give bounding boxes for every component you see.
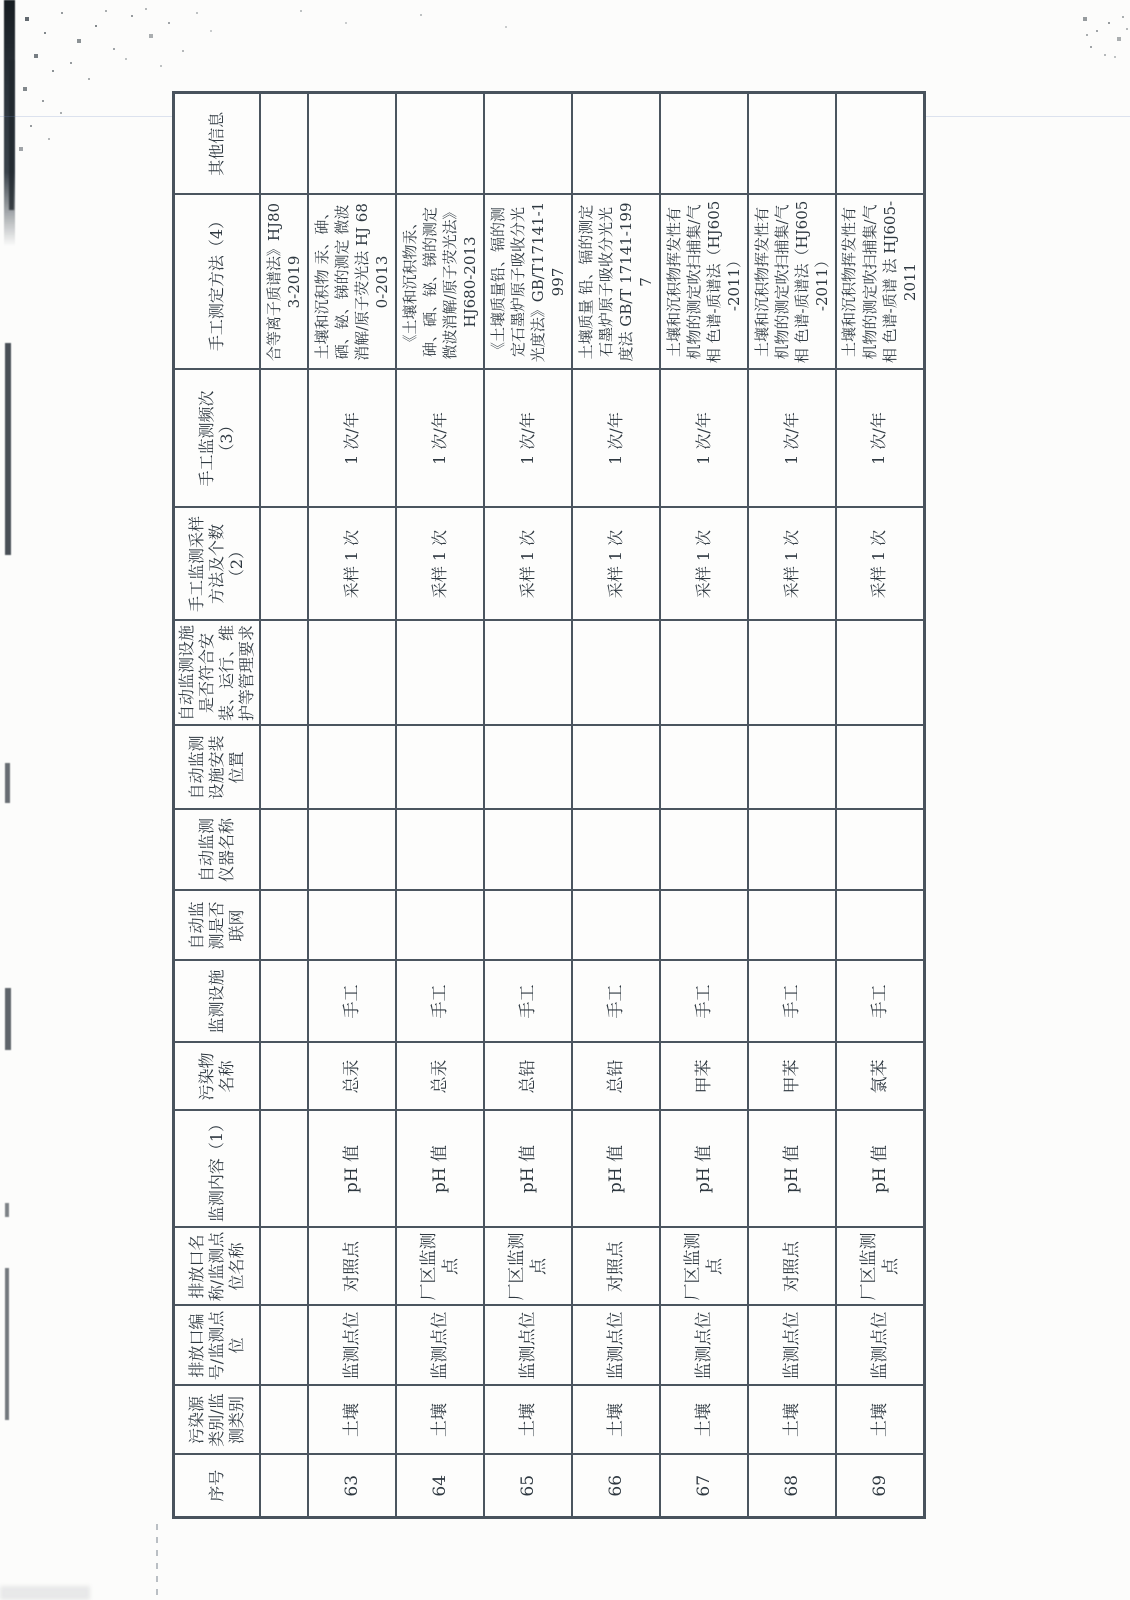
table-cell	[396, 726, 484, 810]
table-cell: 监测点位	[836, 1306, 924, 1386]
table-cell: 监测点位	[572, 1306, 660, 1386]
scan-streak-artifact	[5, 763, 10, 803]
table-cell: 对照点	[308, 1228, 396, 1306]
table-body	[260, 93, 924, 1518]
table-cell	[308, 93, 396, 195]
table-cell: 手工	[748, 961, 836, 1043]
column-header: 污染源类别/监测类别	[174, 1386, 261, 1455]
table-cell: 厂区监测点	[660, 1228, 748, 1306]
table-cell	[836, 891, 924, 961]
table-cell	[260, 1043, 308, 1111]
scan-streak-artifact	[5, 343, 11, 555]
table-cell	[660, 891, 748, 961]
table-cell: 监测点位	[396, 1306, 484, 1386]
table-cell	[396, 93, 484, 195]
table-row	[396, 93, 484, 1518]
table-cell	[572, 726, 660, 810]
table-cell	[260, 370, 308, 508]
table-cell: 土壤	[396, 1386, 484, 1455]
table-cell: pH 值	[748, 1111, 836, 1228]
table-cell: 手工	[660, 961, 748, 1043]
table-cell	[396, 891, 484, 961]
table-cell	[260, 961, 308, 1043]
table-cell	[572, 93, 660, 195]
scan-streak-artifact	[5, 1203, 9, 1217]
table-cell: 采样 1 次	[484, 508, 572, 621]
table-cell	[748, 621, 836, 726]
table-cell	[748, 93, 836, 195]
column-header: 其他信息	[174, 93, 261, 195]
column-header: 自动监测是否联网	[174, 891, 261, 961]
table-cell	[308, 621, 396, 726]
table-cell	[836, 726, 924, 810]
table-cell: 总汞	[308, 1043, 396, 1111]
table-cell: 69	[836, 1455, 924, 1518]
scan-smudge-artifact	[0, 1586, 90, 1600]
column-header: 排放口编号/监测点位	[174, 1306, 261, 1386]
table-cell: 65	[484, 1455, 572, 1518]
scan-line-artifact	[156, 1524, 158, 1600]
table-cell	[260, 726, 308, 810]
table-cell	[836, 93, 924, 195]
table-cell: 对照点	[572, 1228, 660, 1306]
table-row	[572, 93, 660, 1518]
table-cell: 采样 1 次	[396, 508, 484, 621]
table-cell: 66	[572, 1455, 660, 1518]
table-cell	[260, 621, 308, 726]
table-row	[308, 93, 396, 1518]
column-header: 手工监测频次（3）	[174, 370, 261, 508]
scan-speckles-artifact	[0, 0, 2, 2]
table-cell: 土壤	[308, 1386, 396, 1455]
table-cell	[260, 1306, 308, 1386]
table-cell: 1 次/年	[660, 370, 748, 508]
table-row	[260, 93, 308, 1518]
table-cell	[748, 726, 836, 810]
scan-streak-artifact	[5, 1268, 9, 1420]
table-cell: 厂区监测点	[836, 1228, 924, 1306]
table-cell: 土壤	[484, 1386, 572, 1455]
column-header: 监测设施	[174, 961, 261, 1043]
table-cell: 土壤	[660, 1386, 748, 1455]
table-cell: 氯苯	[836, 1043, 924, 1111]
table-cell: 《土壤和沉积物汞、砷、硒、铋、锑的测定微波消解/原子荧光法》HJ680-2013	[396, 195, 484, 370]
scan-speckles-artifact	[1078, 8, 1080, 10]
table-cell: 监测点位	[748, 1306, 836, 1386]
table-cell: 采样 1 次	[660, 508, 748, 621]
table-cell: 手工	[484, 961, 572, 1043]
column-header: 污染物名称	[174, 1043, 261, 1111]
table-cell: 土壤和沉积物挥发性有机物的测定吹扫捕集/气相 色谱-质谱 法 HJ605-2011	[836, 195, 924, 370]
table-cell: 63	[308, 1455, 396, 1518]
table-cell: 甲苯	[660, 1043, 748, 1111]
table-cell: 1 次/年	[748, 370, 836, 508]
table-cell: 土壤和沉积物挥发性有机物的测定吹扫捕集/气相 色谱-质谱法（HJ605-2011）	[660, 195, 748, 370]
table-cell	[260, 1228, 308, 1306]
table-cell: 采样 1 次	[572, 508, 660, 621]
table-cell	[748, 810, 836, 891]
table-cell: 手工	[836, 961, 924, 1043]
table-cell: 1 次/年	[836, 370, 924, 508]
table-cell: 监测点位	[308, 1306, 396, 1386]
table-cell	[260, 508, 308, 621]
table-cell: 土壤和沉积物 汞、砷、硒、铋、锑的测定 微波消解/原子荧光法 HJ 680-2013	[308, 195, 396, 370]
table-cell: 1 次/年	[484, 370, 572, 508]
table-row	[660, 93, 748, 1518]
table-cell: 64	[396, 1455, 484, 1518]
table-cell	[572, 621, 660, 726]
column-header: 手工监测采样方法及个数（2）	[174, 508, 261, 621]
table-cell: pH 值	[484, 1111, 572, 1228]
scan-streak-artifact	[9, 60, 14, 210]
table-cell: 1 次/年	[572, 370, 660, 508]
column-header: 自动监测设施是否符合安装、运行、维护等管理要求	[174, 621, 261, 726]
table-cell: 土壤和沉积物挥发性有机物的测定吹扫捕集/气相 色谱-质谱法（HJ605-2011）	[748, 195, 836, 370]
table-cell	[484, 93, 572, 195]
table-cell: 监测点位	[660, 1306, 748, 1386]
table-cell	[484, 810, 572, 891]
table-cell: 1 次/年	[396, 370, 484, 508]
table-cell	[260, 1111, 308, 1228]
table-cell	[260, 93, 308, 195]
table-cell	[836, 810, 924, 891]
table-cell: 总铅	[484, 1043, 572, 1111]
table-cell: 手工	[308, 961, 396, 1043]
table-cell	[308, 891, 396, 961]
table-cell: pH 值	[308, 1111, 396, 1228]
table-cell: 总汞	[396, 1043, 484, 1111]
table-cell: pH 值	[396, 1111, 484, 1228]
monitoring-table	[172, 91, 926, 1519]
table-cell: 厂区监测点	[396, 1228, 484, 1306]
table-cell	[572, 810, 660, 891]
header-row	[174, 93, 261, 1518]
table-cell	[660, 726, 748, 810]
table-cell: pH 值	[836, 1111, 924, 1228]
table-cell	[260, 810, 308, 891]
column-header: 自动监测设施安装位置	[174, 726, 261, 810]
table-cell: 土壤	[572, 1386, 660, 1455]
table-cell	[396, 621, 484, 726]
table-cell: 总铅	[572, 1043, 660, 1111]
table-cell: 土壤	[748, 1386, 836, 1455]
rotated-table-container	[172, 94, 926, 1519]
column-header: 监测内容（1）	[174, 1111, 261, 1228]
table-cell: 合等离子质谱法》HJ803-2019	[260, 195, 308, 370]
table-cell: 手工	[572, 961, 660, 1043]
table-cell: 土壤	[836, 1386, 924, 1455]
table-cell	[260, 1386, 308, 1455]
table-cell	[484, 726, 572, 810]
table-cell	[572, 891, 660, 961]
table-cell	[308, 726, 396, 810]
table-cell	[484, 621, 572, 726]
table-cell	[660, 93, 748, 195]
table-cell: 土壤质量 铅、镉的测定 石墨炉原子吸收分光光度法 GB/T 17141-1997	[572, 195, 660, 370]
column-header: 序号	[174, 1455, 261, 1518]
table-cell: 采样 1 次	[748, 508, 836, 621]
table-cell	[484, 891, 572, 961]
table-cell	[260, 1455, 308, 1518]
table-cell: 《土壤质量铅、镉的测定石墨炉原子吸收分光光度法》GB/T17141-1997	[484, 195, 572, 370]
column-header: 手工测定方法（4）	[174, 195, 261, 370]
table-cell: 67	[660, 1455, 748, 1518]
column-header: 排放口名称/监测点位名称	[174, 1228, 261, 1306]
table-cell: 监测点位	[484, 1306, 572, 1386]
scan-streak-artifact	[5, 988, 11, 1050]
table-cell	[396, 810, 484, 891]
table-cell: 手工	[396, 961, 484, 1043]
table-cell	[748, 891, 836, 961]
table-row	[836, 93, 924, 1518]
table-cell: 采样 1 次	[836, 508, 924, 621]
table-cell	[308, 810, 396, 891]
table-cell	[260, 891, 308, 961]
table-cell	[836, 621, 924, 726]
table-cell	[660, 810, 748, 891]
table-cell: pH 值	[660, 1111, 748, 1228]
table-cell: 对照点	[748, 1228, 836, 1306]
table-row	[748, 93, 836, 1518]
table-cell: 68	[748, 1455, 836, 1518]
scan-streak-artifact	[4, 0, 15, 246]
table-cell: pH 值	[572, 1111, 660, 1228]
column-header: 自动监测仪器名称	[174, 810, 261, 891]
table-cell: 1 次/年	[308, 370, 396, 508]
table-cell: 甲苯	[748, 1043, 836, 1111]
table-cell	[660, 621, 748, 726]
table-cell: 厂区监测点	[484, 1228, 572, 1306]
table-cell: 采样 1 次	[308, 508, 396, 621]
table-row	[484, 93, 572, 1518]
